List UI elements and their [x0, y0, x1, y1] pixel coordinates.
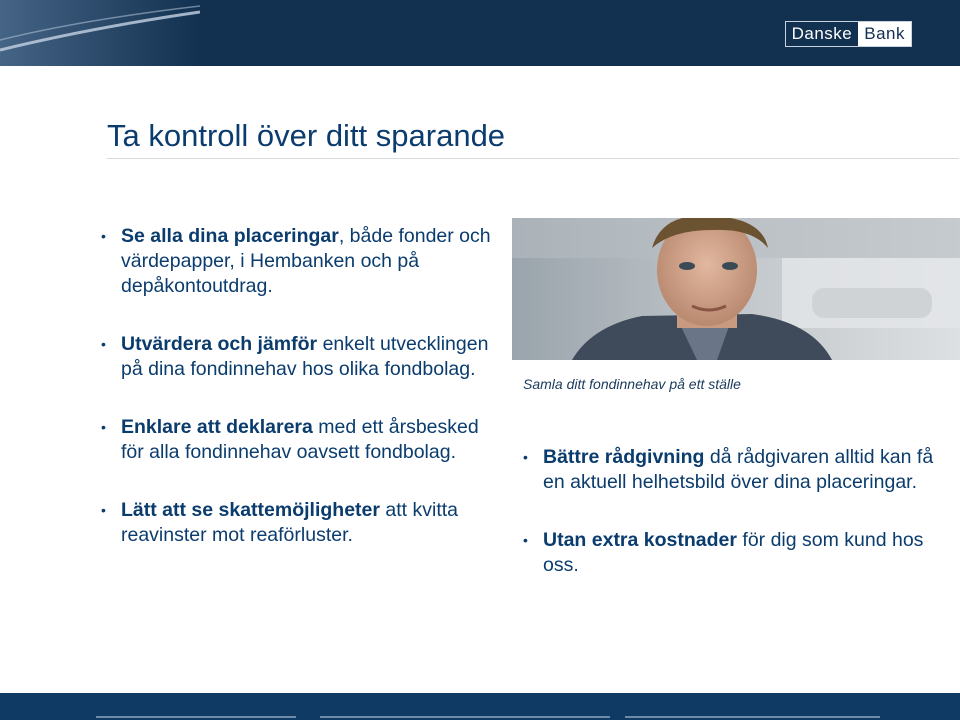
bullet-bold-text: Enklare att deklarera — [121, 416, 313, 438]
logo-part-danske: Danske — [786, 22, 859, 46]
footer-accent-line — [625, 716, 880, 718]
bullet-item — [101, 224, 491, 299]
bullet-bold-text: Bättre rådgivning — [543, 446, 705, 468]
bullet-dot-icon: • — [101, 228, 106, 244]
bullet-item — [101, 415, 491, 465]
bullet-text: med ett årsbesked för alla fondinnehav oavsett fondbolag. — [121, 416, 479, 463]
slide-title: Ta kontroll över ditt sparande — [107, 118, 506, 153]
header-swoosh-graphic — [0, 0, 200, 66]
logo-part-bank: Bank — [858, 22, 911, 46]
bullet-item — [523, 445, 943, 495]
bullet-bold-text: Se alla dina placeringar — [121, 225, 339, 247]
bullet-text: enkelt utvecklingen på dina fondinnehav hos olika fondbolag. — [121, 333, 489, 380]
bullet-dot-icon: • — [101, 336, 106, 352]
bullet-item — [523, 528, 943, 578]
bullet-bold-text: Utvärdera och jämför — [121, 333, 318, 355]
bullet-text: då rådgivaren alltid kan få en aktuell helhetsbild över dina placeringar. — [543, 446, 934, 493]
footer-accent-line — [96, 716, 296, 718]
bullet-dot-icon: • — [101, 419, 106, 435]
bullet-bold-text: Lätt att se skattemöjligheter — [121, 499, 380, 521]
bullet-dot-icon: • — [101, 502, 106, 518]
customer-photo — [512, 218, 960, 360]
header-band — [0, 0, 960, 66]
left-bullet-list — [101, 224, 491, 581]
bullet-bold-text: Utan extra kostnader — [543, 529, 737, 551]
portrait-image — [512, 218, 960, 360]
bullet-item — [101, 332, 491, 382]
bullet-text: för dig som kund hos oss. — [543, 529, 924, 576]
bullet-item — [101, 498, 491, 548]
danske-bank-logo[interactable] — [785, 21, 912, 47]
bullet-text: , både fonder och värdepapper, i Hembanken och på depåkontoutdrag. — [121, 225, 491, 297]
bullet-dot-icon: • — [523, 532, 528, 548]
right-bullet-list — [523, 445, 943, 611]
bullet-dot-icon: • — [523, 449, 528, 465]
title-divider — [107, 158, 959, 159]
bullet-text: att kvitta reavinster mot reaförluster. — [121, 499, 459, 546]
footer-accent-line — [320, 716, 610, 718]
photo-caption: Samla ditt fondinnehav på ett ställe — [523, 376, 741, 392]
